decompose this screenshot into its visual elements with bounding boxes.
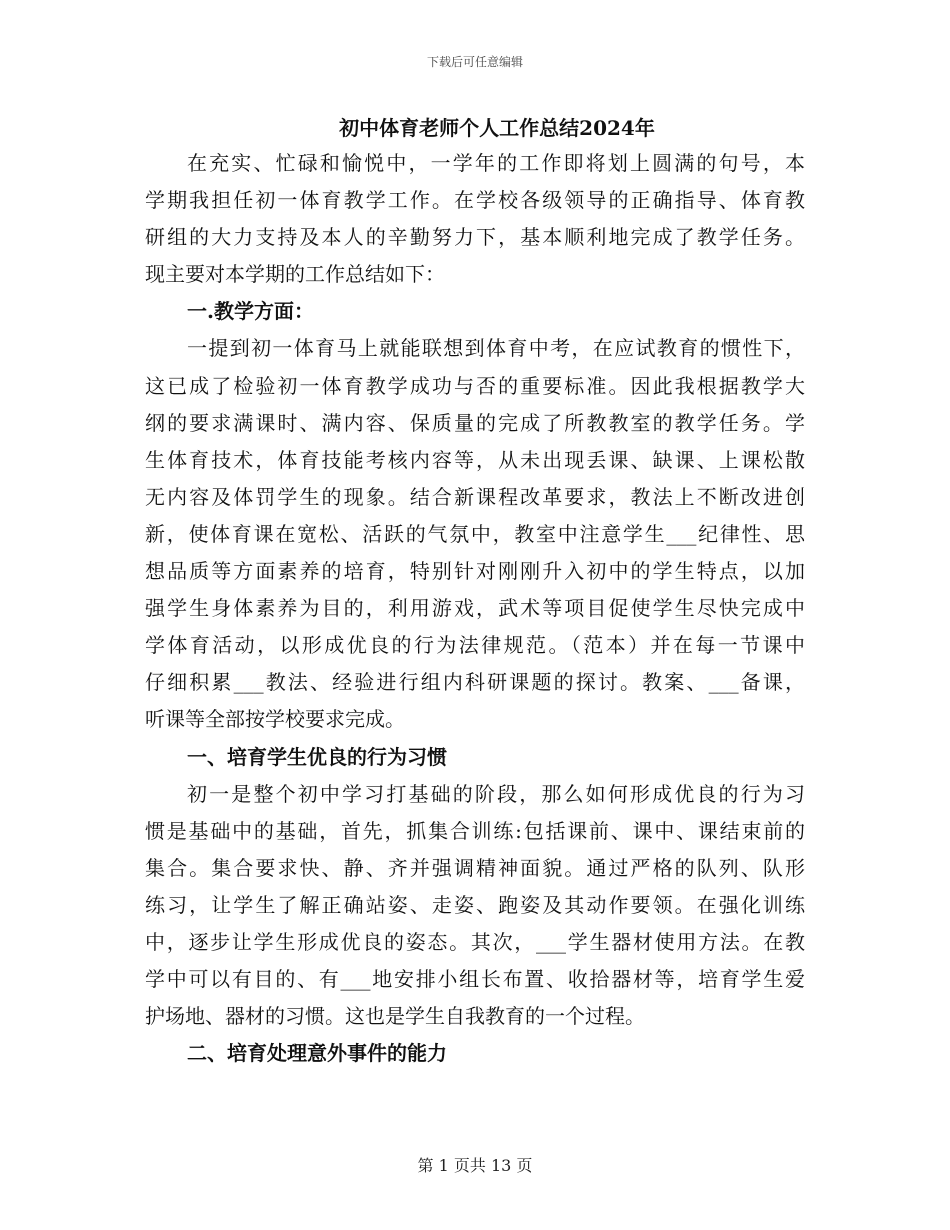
text-line: 听课等全部按学校要求完成。 (145, 707, 405, 732)
text-line: 新，使体育课在宽松、活跃的气氛中，教室中注意学生___纪律性、思 (145, 521, 805, 546)
document-body (145, 145, 805, 1072)
text-line: 练习，让学生了解正确站姿、走姿、跑姿及其动作要领。在强化训练 (145, 892, 805, 917)
page-header-note: 下载后可任意编辑 (426, 55, 523, 69)
section-paragraph (145, 776, 805, 1036)
text-line: 纲的要求满课时、满内容、保质量的完成了所教教室的教学任务。学 (145, 410, 805, 435)
section-paragraph (145, 330, 805, 738)
text-line: 现主要对本学期的工作总结如下： (145, 262, 445, 287)
text-line: 在充实、忙碌和愉悦中，一学年的工作即将划上圆满的句号，本 (187, 151, 805, 175)
text-line: 学体育活动，以形成优良的行为法律规范。（范本）并在每一节课中 (145, 633, 805, 658)
section-heading: 一.教学方面： (187, 299, 314, 324)
page-number-footer: 第 1 页共 13 页 (417, 1156, 533, 1175)
text-line: 这已成了检验初一体育教学成功与否的重要标准。因此我根据教学大 (145, 373, 805, 398)
text-line: 无内容及体罚学生的现象。结合新课程改革要求，教法上不断改进创 (145, 484, 805, 509)
text-line: 集合。集合要求快、静、齐并强调精神面貌。通过严格的队列、队形 (145, 855, 805, 880)
text-line: 研组的大力支持及本人的辛勤努力下，基本顺利地完成了教学任务。 (145, 225, 805, 250)
text-line: 一提到初一体育马上就能联想到体育中考，在应试教育的惯性下， (187, 336, 805, 361)
text-line: 中，逐步让学生形成优良的姿态。其次，___学生器材使用方法。在教 (145, 929, 805, 954)
text-line: 学中可以有目的、有___地安排小组长布置、收拾器材等，培育学生爱 (145, 967, 805, 992)
text-line: 想品质等方面素养的培育，特别针对刚刚升入初中的学生特点，以加 (145, 559, 805, 584)
document-title: 初中体育老师个人工作总结2024年 (339, 116, 655, 140)
text-line: 惯是基础中的基础，首先，抓集合训练:包括课前、课中、课结束前的 (145, 818, 805, 843)
intro-paragraph (145, 145, 805, 293)
text-line: 仔细积累___教法、经验进行组内科研课题的探讨。教案、___备课， (145, 670, 805, 695)
text-line: 初一是整个初中学习打基础的阶段，那么如何形成优良的行为习 (187, 781, 805, 806)
text-line: 生体育技术，体育技能考核内容等，从未出现丢课、缺课、上课松散 (145, 447, 805, 472)
text-line: 强学生身体素养为目的，利用游戏，武术等项目促使学生尽快完成中 (145, 596, 805, 621)
section-heading: 二、培育处理意外事件的能力 (187, 1041, 447, 1066)
text-line: 护场地、器材的习惯。这也是学生自我教育的一个过程。 (145, 1004, 645, 1029)
text-line: 学期我担任初一体育教学工作。在学校各级领导的正确指导、体育教 (145, 188, 805, 213)
section-heading: 一、培育学生优良的行为习惯 (187, 744, 447, 769)
